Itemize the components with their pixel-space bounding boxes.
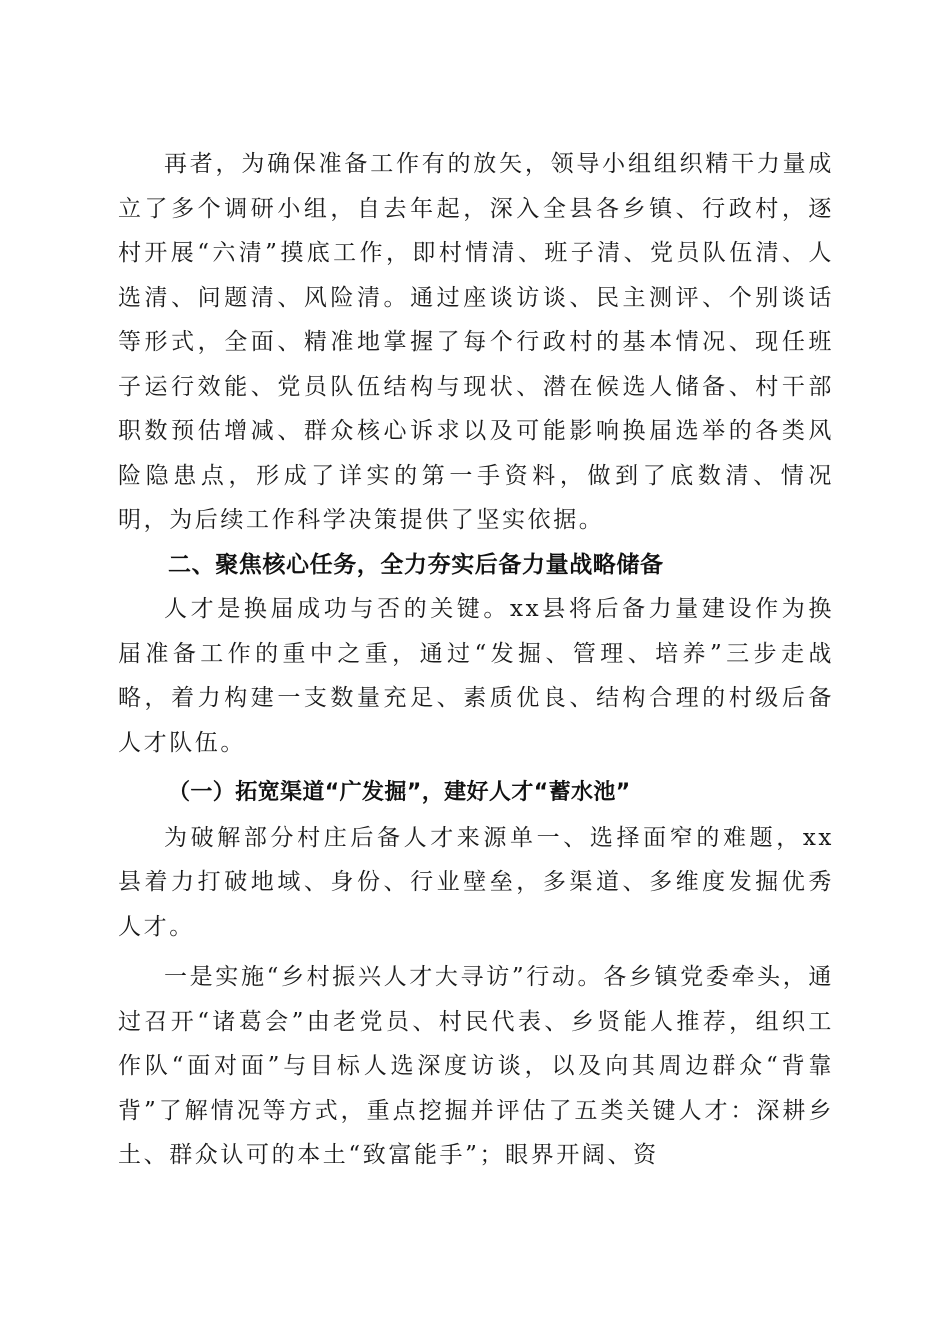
paragraph-talent-key: 人才是换届成功与否的关键。xx县将后备力量建设作为换届准备工作的重中之重，通过“发掘、管理、培养”三步走战略，着力构建一支数量充足、素质优良、结构合理的村级后备人才队伍。 — [118, 596, 834, 756]
section-heading-2: 二、聚焦核心任务，全力夯实后备力量战略储备 — [168, 551, 664, 578]
subsection-heading-1: （一）拓宽渠道“广发掘”，建好人才“蓄水池” — [168, 780, 631, 805]
paragraph-investigation: 再者，为确保准备工作有的放矢，领导小组组织精干力量成立了多个调研小组，自去年起，深入全县各乡镇、行政村，逐村开展“六清”摸底工作，即村情清、班子清、党员队伍清、人选清、问题清、风险清。通过座谈访谈、民主测评、个别谈话等形式，全面、精准地掌握了每个行政村的基本情况、现任班子运行效能、党员队伍结构与现状、潜在候选人储备、村干部职数预估增减、群众核心诉求以及可能影响换届选举的各类风险隐患点，形成了详实的第一手资料，做到了底数清、情况明，为后续工作科学决策提供了坚实依据。 — [118, 151, 834, 533]
document-body — [118, 142, 834, 1178]
paragraph-action-one: 一是实施“乡村振兴人才大寻访”行动。各乡镇党委牵头，通过召开“诸葛会”由老党员、村民代表、乡贤能人推荐，组织工作队“面对面”与目标人选深度访谈，以及向其周边群众“背靠背”了解情况等方式，重点挖掘并评估了五类关键人才：深耕乡土、群众认可的本土“致富能手”；眼界开阔、资 — [118, 964, 834, 1168]
paragraph-channels: 为破解部分村庄后备人才来源单一、选择面窄的难题，xx县着力打破地域、身份、行业壁垒，多渠道、多维度发掘优秀人才。 — [118, 824, 834, 940]
